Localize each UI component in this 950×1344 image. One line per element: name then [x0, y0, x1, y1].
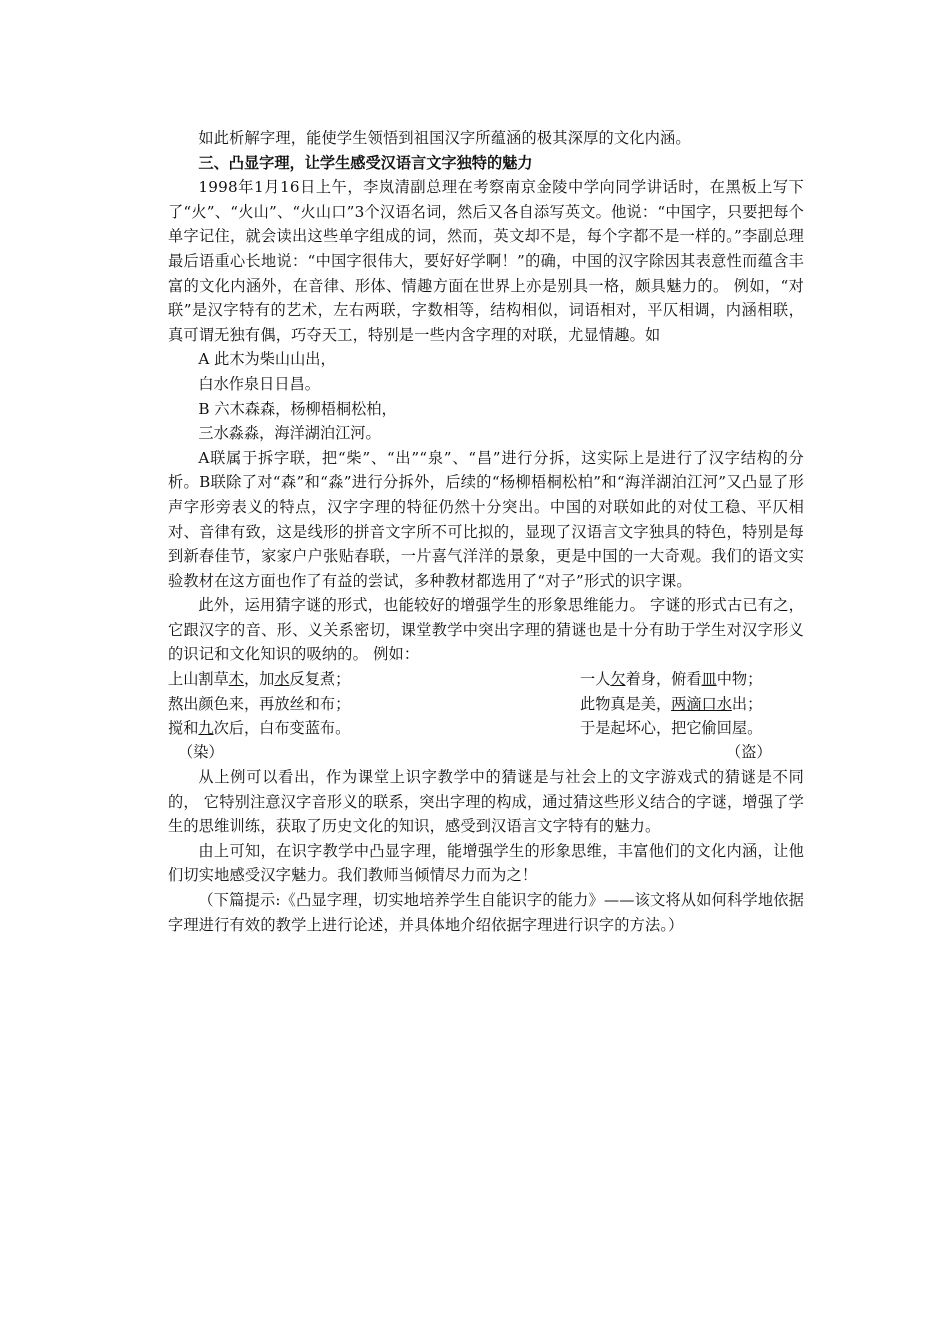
riddle-text: 此物真是美，	[580, 694, 672, 713]
paragraph-intro-end: 如此析解字理，能使学生领悟到祖国汉字所蕴涵的极其深厚的文化内涵。	[198, 129, 691, 147]
riddle-underlined-char: 欠	[610, 670, 626, 689]
riddle-text: 一人	[580, 670, 611, 689]
riddle-right-answer: （盗）	[726, 743, 772, 762]
riddle-left-line-1	[168, 667, 350, 692]
paragraph-speech: 1998年1月16日上午，李岚清副总理在考察南京金陵中学向同学讲话时，在黑板上写下了“火”、“火山”、“火山口”3个汉语名词，然后又各自添写英文。他说：“中国字，只要把每个单字记住，就会读出这些单字组成的词，然而，英文却不是，每个字都不是一样的。”李副总理最后语重心长地说：“中国字很伟大，要好好学啊！”的确，中国的汉字除因其表意性而蕴含丰富的文化内涵外，在音律、形体、情趣方面在世界上亦是别具一格，颇具魅力的。 例如，“对联”是汉字特有的艺术，左右两联，字数相等，结构相似，词语相对，平仄相调，内涵相联，真可谓无独有偶，巧夺天工，特别是一些内含字理的对联，尤显情趣。如	[168, 178, 804, 344]
paragraph-summary: 由上可知，在识字教学中凸显字理，能增强学生的形象思维，丰富他们的文化内涵，让他们切实地感受汉字魅力。我们教师当倾情尽力而为之！	[168, 841, 804, 885]
riddle-text: 出；	[731, 694, 763, 713]
riddle-right-line-2	[580, 692, 762, 717]
paragraph-next-article-note: （下篇提示:《凸显字理，切实地培养学生自能识字的能力》——该文将从如何科学地依据字理进行有效的教学上进行论述，并具体地介绍依据字理进行识字的方法。）	[168, 891, 804, 934]
riddle-text: 着身，俯看	[625, 670, 702, 689]
riddle-left-line-2: 熬出颜色来，再放丝和布；	[168, 694, 351, 713]
riddle-text: ，加	[243, 670, 275, 689]
riddle-text: 上山割草	[168, 670, 229, 689]
riddle-right-line-1	[580, 667, 762, 692]
riddle-underlined-chars: 两滴口水	[671, 694, 732, 713]
couplet-b-line-2: 三水淼淼，海洋湖泊江河。	[198, 424, 381, 443]
section-heading: 三、凸显字理，让学生感受汉语言文字独特的魅力	[198, 153, 533, 172]
riddle-left-answer: （染）	[178, 743, 224, 762]
couplet-b-line-1: B 六木森森，杨柳梧桐松柏，	[198, 399, 397, 418]
riddle-text: 搅和	[168, 719, 199, 738]
riddle-underlined-char: 皿	[701, 670, 717, 689]
riddle-block	[168, 667, 804, 765]
riddle-underlined-char: 木	[228, 670, 244, 689]
riddle-underlined-char: 九	[198, 719, 214, 738]
riddle-text: 次后，白布变蓝布。	[213, 719, 351, 738]
couplet-a-line-2: 白水作泉日日昌。	[198, 374, 320, 393]
paragraph-riddle-intro: 此外，运用猜字谜的形式，也能较好的增强学生的形象思维能力。 字谜的形式古已有之，它跟汉字的音、形、义关系密切，课堂教学中突出字理的猜谜也是十分有助于学生对汉字形义的识记和文化知识的吸纳的。 例如：	[168, 596, 804, 664]
paragraph-riddle-conclusion: 从上例可以看出，作为课堂上识字教学中的猜谜是与社会上的文字游戏式的猜谜是不同的， 它特别注意汉字音形义的联系，突出字理的构成，通过猜这些形义结合的字谜，增强了学生的思维训练，获取了历史文化的知识，感受到汉语言文字特有的魅力。	[168, 768, 804, 836]
riddle-text: 反复煮；	[289, 670, 351, 689]
paragraph-couplet-analysis: A联属于拆字联，把“柴”、“出”“泉”、“昌”进行分拆，这实际上是进行了汉字结构的分析。B联除了对“森”和“淼”进行分拆外，后续的“杨柳梧桐松柏”和“海洋湖泊江河”又凸显了形声字形旁表义的特点，汉字字理的特征仍然十分突出。中国的对联如此的对仗工稳、平仄相对、音律有致，这是线形的拼音文字所不可比拟的，显现了汉语言文字独具的特色，特别是每到新春佳节，家家户户张贴春联，一片喜气洋洋的景象，更是中国的一大奇观。我们的语文实验教材在这方面也作了有益的尝试，多种教材都选用了“对子”形式的识字课。	[168, 448, 804, 590]
riddle-underlined-char: 水	[274, 670, 290, 689]
riddle-right-line-3: 于是起坏心，把它偷回屋。	[580, 719, 763, 738]
riddle-right	[580, 667, 762, 741]
riddle-left-line-3	[168, 716, 350, 741]
riddle-left	[168, 667, 350, 741]
document-body	[168, 126, 804, 937]
riddle-text: 中物；	[716, 670, 763, 689]
couplet-a-line-1: A 此木为柴山山出，	[198, 350, 336, 369]
